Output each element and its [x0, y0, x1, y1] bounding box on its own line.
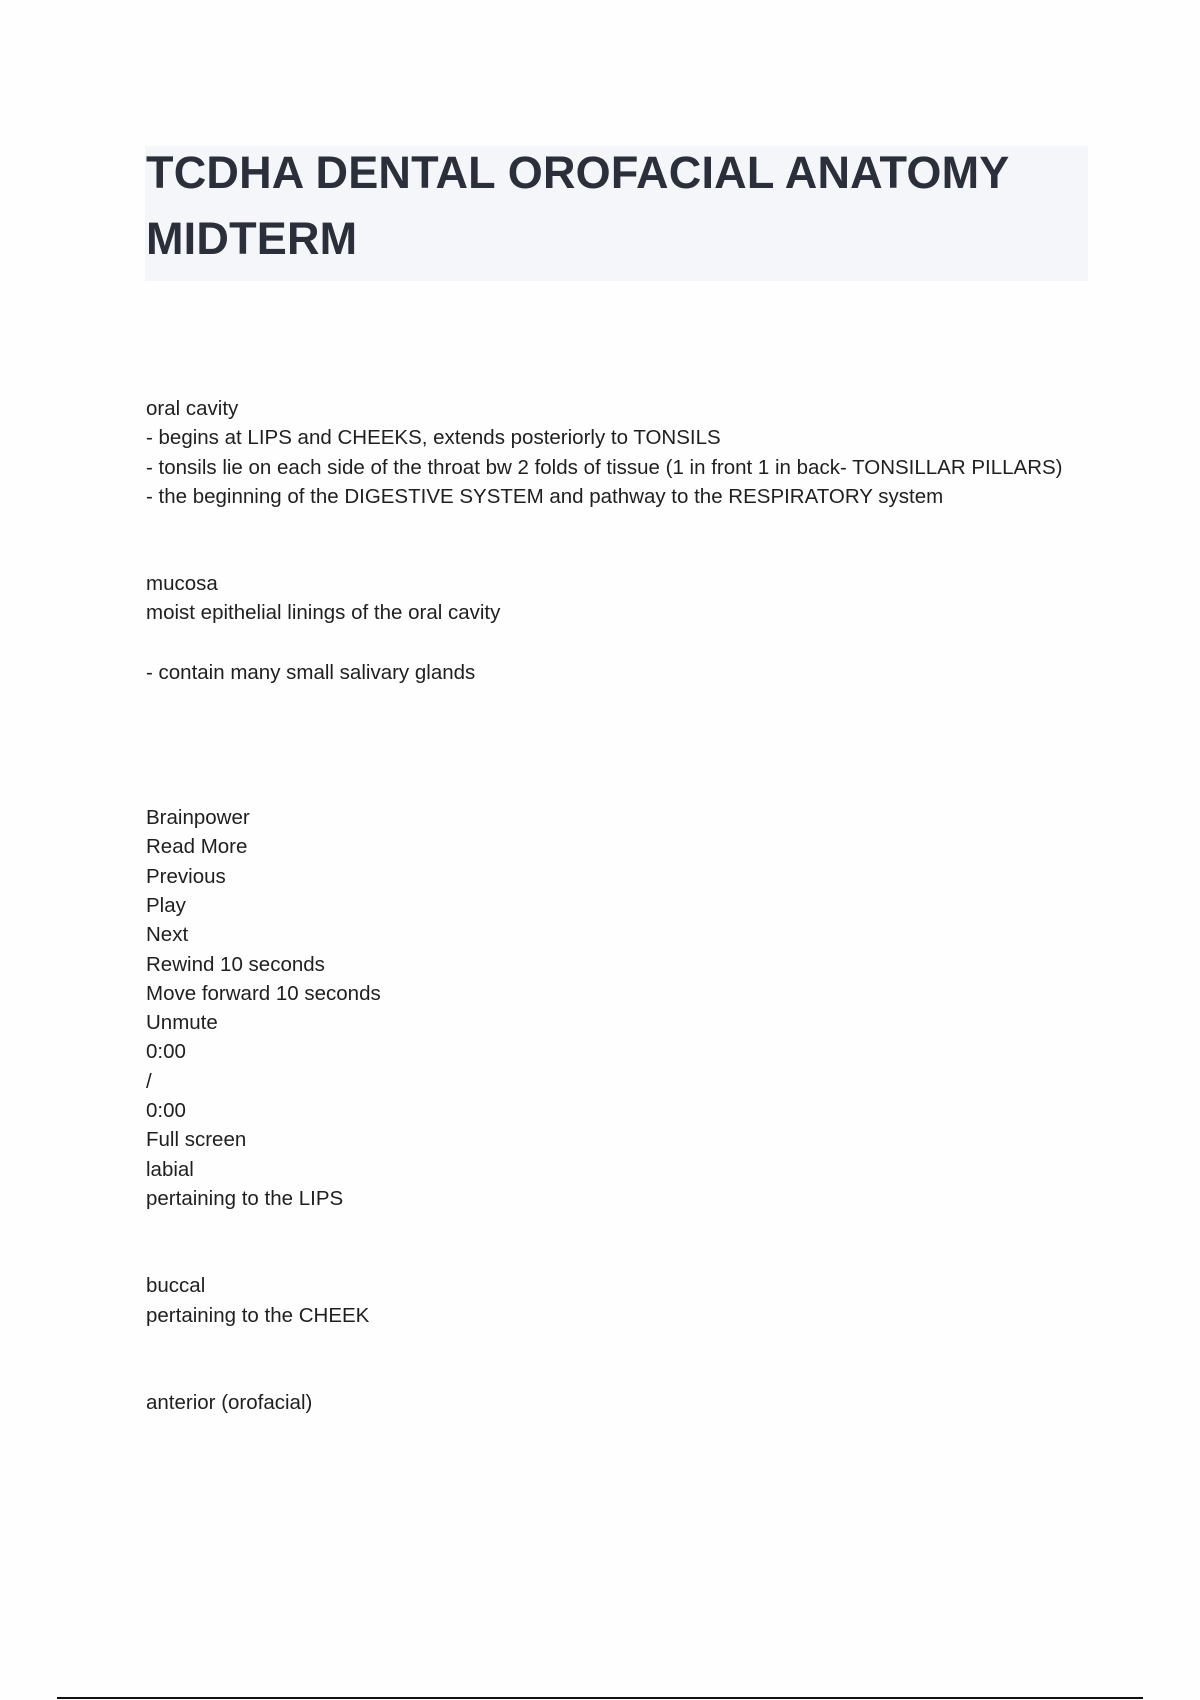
- play-button[interactable]: Play: [146, 893, 186, 917]
- rewind-button[interactable]: Rewind 10 seconds: [146, 952, 325, 976]
- spacer: [146, 1213, 1066, 1271]
- time-separator: /: [146, 1069, 152, 1093]
- player-brand: Brainpower: [146, 806, 250, 830]
- document-body: [146, 394, 1066, 1417]
- read-more-link[interactable]: Read More: [146, 835, 248, 859]
- term-labial: labial: [146, 1157, 194, 1181]
- term-mucosa: mucosa: [146, 572, 218, 596]
- spacer: [146, 511, 1066, 569]
- current-time: 0:00: [146, 1040, 186, 1064]
- term-oral-cavity: oral cavity: [146, 397, 239, 420]
- term-buccal: buccal: [146, 1274, 206, 1298]
- oral-cavity-line-2: - tonsils lie on each side of the throat bw 2 folds of tissue (1 in front 1 in back- TONSILLAR PILLARS): [146, 455, 1063, 479]
- mucosa-definition: moist epithelial linings of the oral cavity: [146, 601, 501, 625]
- labial-definition: pertaining to the LIPS: [146, 1186, 344, 1210]
- full-screen-button[interactable]: Full screen: [146, 1128, 247, 1152]
- footer-divider: [57, 1697, 1143, 1699]
- oral-cavity-line-3: - the beginning of the DIGESTIVE SYSTEM and pathway to the RESPIRATORY system: [146, 484, 944, 508]
- spacer: [146, 687, 1066, 803]
- oral-cavity-line-1: - begins at LIPS and CHEEKS, extends posteriorly to TONSILS: [146, 426, 721, 450]
- previous-button[interactable]: Previous: [146, 864, 226, 888]
- term-anterior: anterior (orofacial): [146, 1390, 313, 1414]
- forward-button[interactable]: Move forward 10 seconds: [146, 981, 381, 1005]
- spacer: [146, 1330, 1066, 1388]
- document-title: TCDHA DENTAL OROFACIAL ANATOMY MIDTERM: [146, 147, 1009, 264]
- mucosa-note: - contain many small salivary glands: [146, 660, 476, 684]
- unmute-button[interactable]: Unmute: [146, 1011, 218, 1035]
- spacer: [146, 628, 1066, 658]
- buccal-definition: pertaining to the CHEEK: [146, 1303, 370, 1327]
- next-button[interactable]: Next: [146, 923, 189, 947]
- duration: 0:00: [146, 1099, 186, 1123]
